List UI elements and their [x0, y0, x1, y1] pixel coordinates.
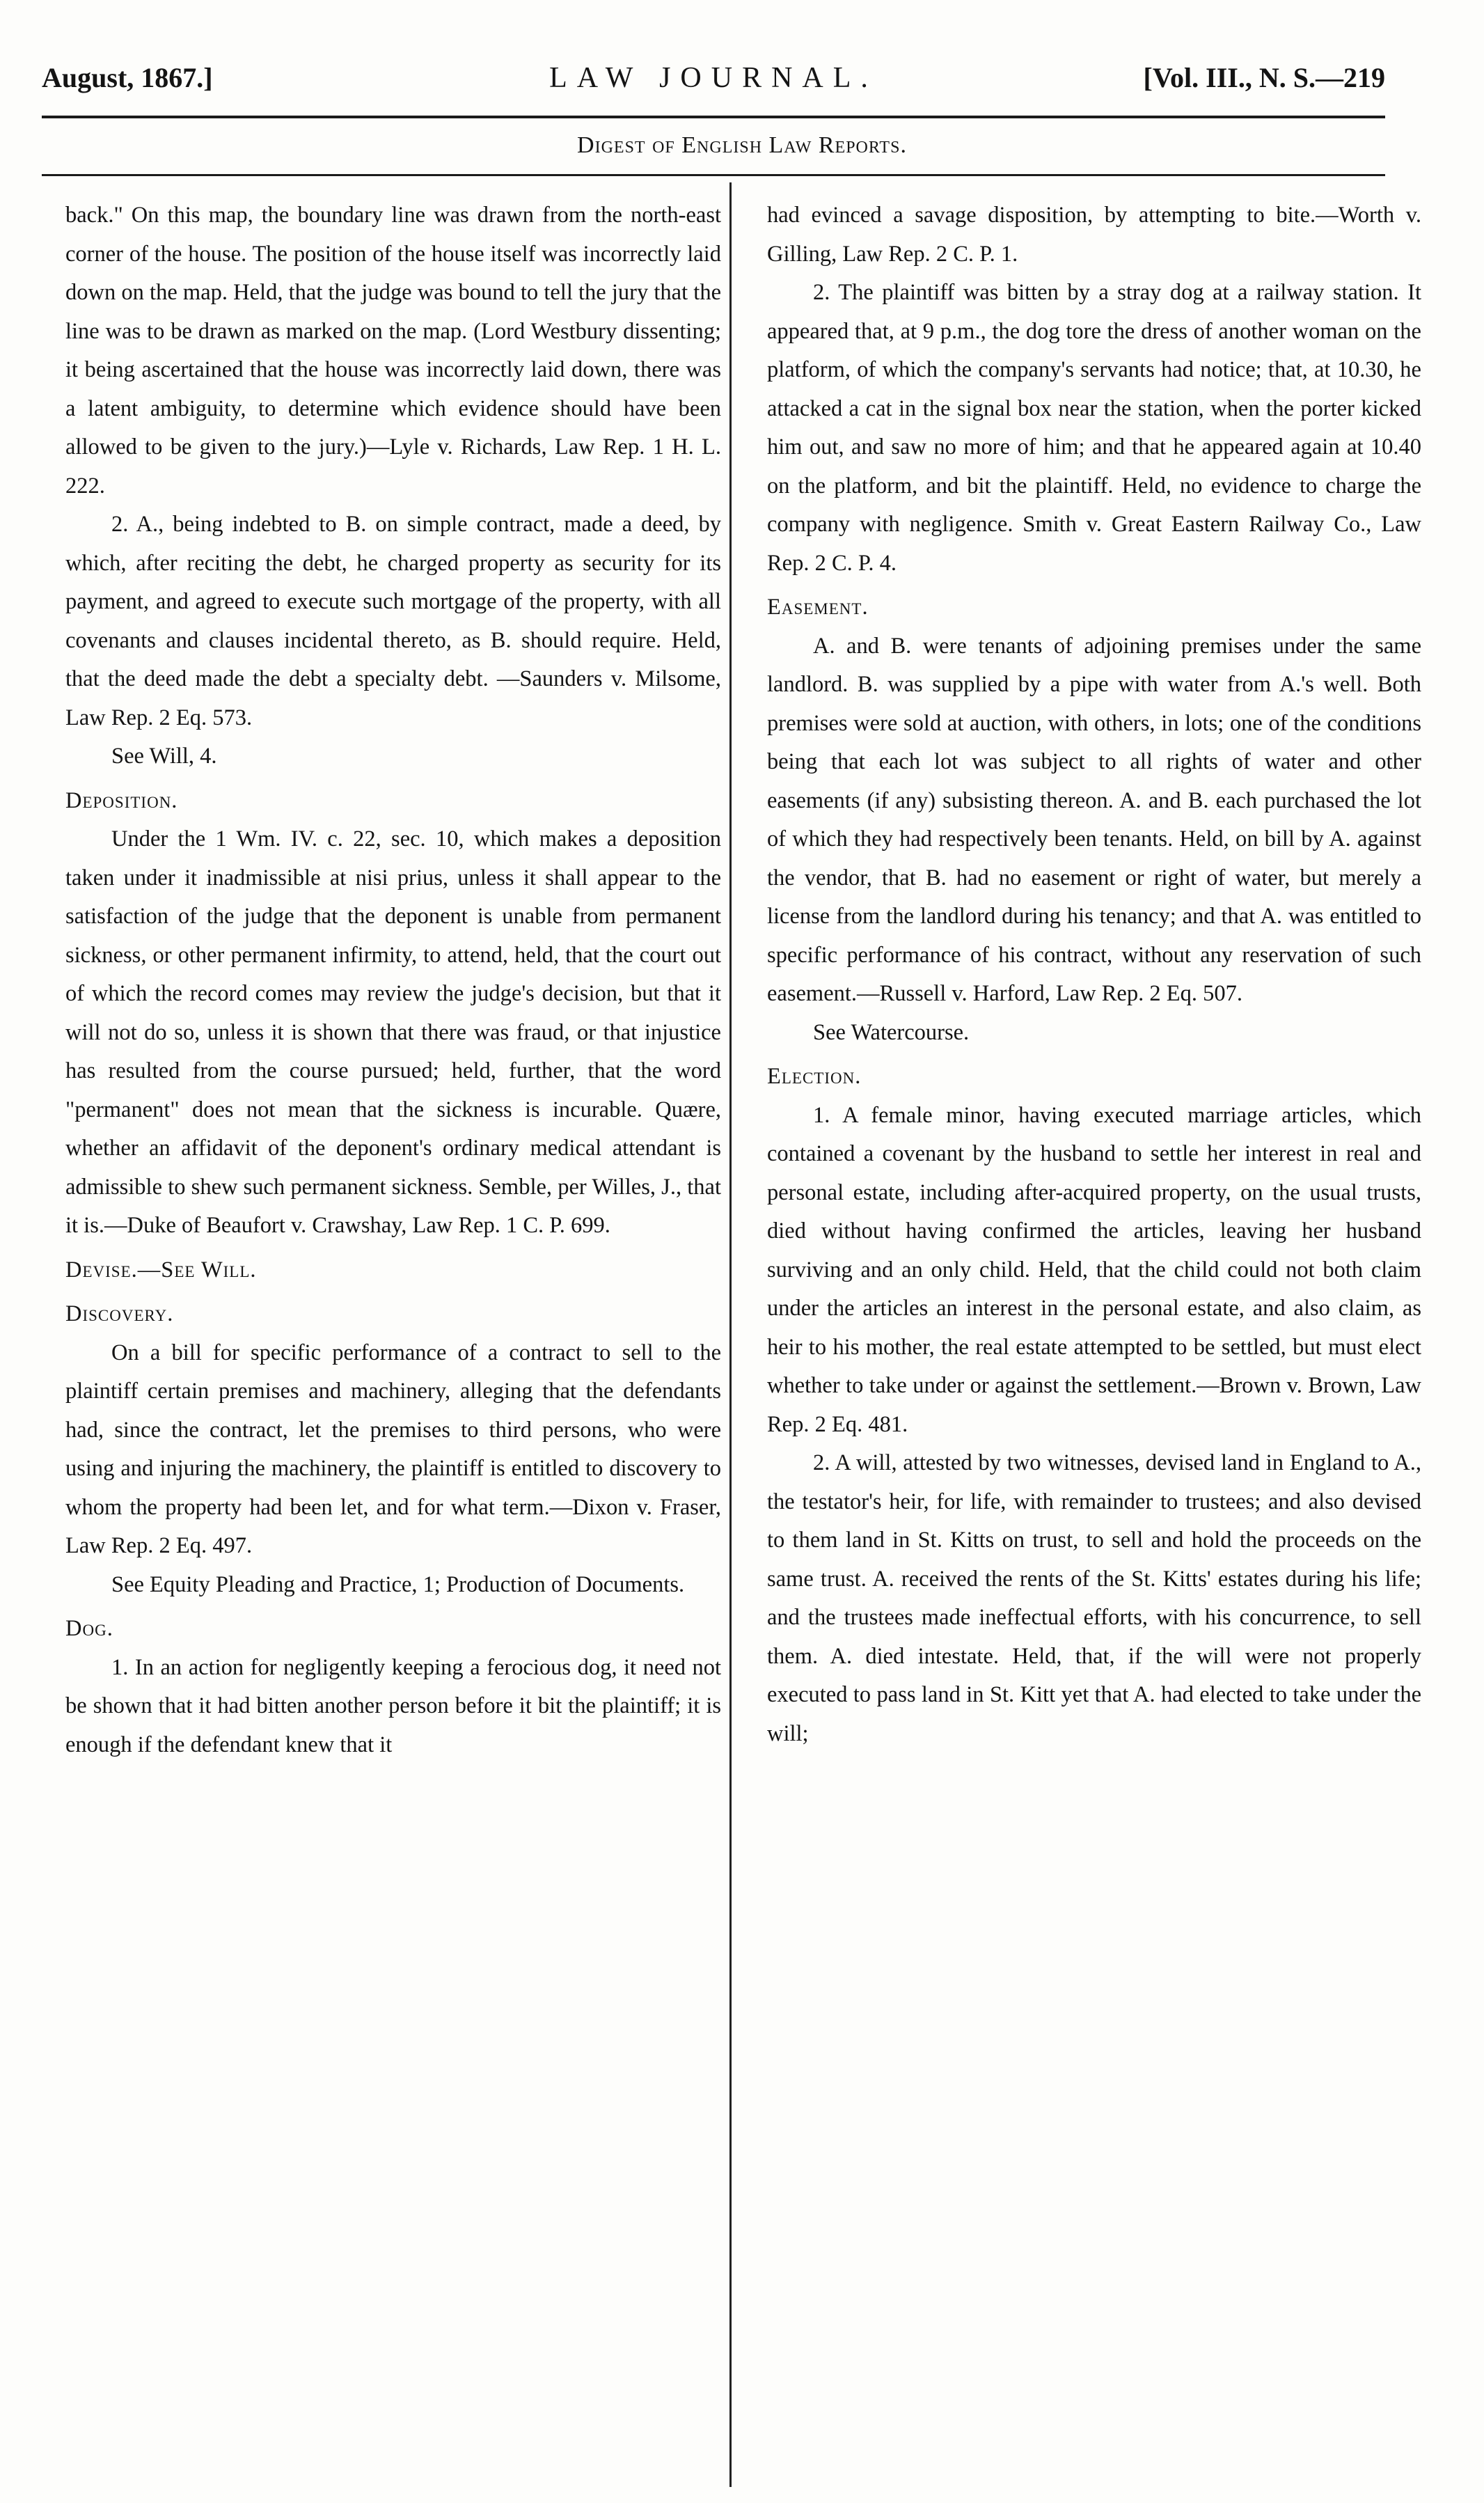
cross-reference-watercourse: See Watercourse.	[813, 1019, 970, 1045]
paragraph-dog-1: 1. In an action for negligently keeping a ferocious dog, it need not be shown that it had bitten another person before it bit the plaintiff; it is enough if the defendant knew that it	[65, 1654, 721, 1757]
paragraph-specialty-debt: 2. A., being indebted to B. on simple contract, made a deed, by which, after reciting the debt, he charged property as security for its payment, and agreed to execute such mortgage of the property, with all covenants and clauses incidental thereto, as B. should require. Held, that the deed made the debt a specialty debt. —Saunders v. Milsome, Law Rep. 2 Eq. 573.	[65, 512, 721, 730]
paragraph-dog-2: 2. The plaintiff was bitten by a stray dog at a railway station. It appeared that, at 9 p.m., the dog tore the dress of another woman on the platform, of which the company's servants had notice; that, at 10.30, he attacked a cat in the signal box near the station, when the porter kicked him out, and saw no more of him; and that he appeared again at 10.40 on the platform, and bit the plaintiff. Held, no evidence to charge the company with negligence. Smith v. Great Eastern Railway Co., Law Rep. 2 C. P. 4.	[767, 280, 1421, 576]
paragraph-election-2: 2. A will, attested by two witnesses, devised land in England to A., the testator's heir, for life, with remainder to trustees; and also devised to them land in St. Kitts on trust, to sell and hold the proceeds on the same trust. A. received the rents of the St. Kitts' estates during his life; and the trustees made ineffectual efforts, with his concurrence, to sell them. A. died intestate. Held, that, if the will were not properly executed to pass land in St. Kitt yet that A. had elected to take under the will;	[767, 1450, 1421, 1746]
heading-election: Election.	[767, 1064, 862, 1089]
running-header	[42, 61, 1385, 110]
heading-easement: Easement.	[767, 595, 869, 620]
section-title: Digest of English Law Reports.	[577, 132, 907, 158]
header-rule-bottom	[42, 174, 1385, 176]
paragraph-deposition: Under the 1 Wm. IV. c. 22, sec. 10, which makes a deposition taken under it inadmissible at nisi prius, unless it shall appear to the satisfaction of the judge that the deponent is unable from permanent sickness, or other permanent infirmity, to attend, held, that the court out of which the record comes may review the judge's decision, but that it will not do so, unless it is shown that there was fraud, or that injustice has resulted from the course pursued; held, further, that the word "permanent" does not mean that the sickness is incurable. Quære, whether an affidavit of the deponent's ordinary medical attendant is admissible to shew such permanent sickness. Semble, per Willes, J., that it is.—Duke of Beaufort v. Crawshay, Law Rep. 1 C. P. 699.	[65, 826, 721, 1238]
journal-title: LAW JOURNAL.	[549, 62, 878, 94]
heading-deposition: Deposition.	[65, 787, 178, 813]
cross-reference-will: See Will, 4.	[111, 744, 217, 769]
heading-devise: Devise.—See Will.	[65, 1257, 257, 1282]
header-volume: [Vol. III., N. S.—219	[1143, 62, 1385, 93]
paragraph-election-1: 1. A female minor, having executed marriage articles, which contained a covenant by the husband to settle her interest in real and personal estate, including after-acquired property, on the usual trusts, died without having confirmed the articles, leaving her husband surviving and an only child. Held, that the child could not both claim under the articles an interest in the personal estate, and also claim, as heir to his mother, the real estate attempted to be settled, but must elect whether to take under or against the settlement.—Brown v. Brown, Law Rep. 2 Eq. 481.	[767, 1102, 1421, 1437]
header-date: August, 1867.]	[42, 62, 213, 93]
header-rule-top	[42, 116, 1385, 118]
paragraph-continuation: back." On this map, the boundary line was drawn from the north-east corner of the house. The position of the house itself was incorrectly laid down on the map. Held, that the judge was bound to tell the jury that the line was to be drawn as marked on the map. (Lord Westbury dissenting; it being ascertained that the house was incorrectly laid down, there was a latent ambiguity, to determine which evidence should have been allowed to be given to the jury.)—Lyle v. Richards, Law Rep. 1 H. L. 222.	[65, 203, 721, 499]
cross-reference-equity: See Equity Pleading and Practice, 1; Production of Documents.	[111, 1571, 685, 1597]
heading-discovery: Discovery.	[65, 1301, 174, 1326]
paragraph-discovery: On a bill for specific performance of a contract to sell to the plaintiff certain premises and machinery, alleging that the defendants had, since the contract, let the premises to third persons, who were using and injuring the machinery, the plaintiff is entitled to discovery to whom the property had been let, and for what term.—Dixon v. Fraser, Law Rep. 2 Eq. 497.	[65, 1340, 721, 1558]
paragraph-easement: A. and B. were tenants of adjoining premises under the same landlord. B. was supplied by a pipe with water from A.'s well. Both premises were sold at auction, with others, in lots; one of the conditions being that each lot was subject to all rights of water and other easements (if any) subsisting thereon. A. and B. each purchased the lot of which they had respectively been tenants. Held, on bill by A. against the vendor, that B. had no easement or right of water, but merely a license from the landlord during his tenancy; and that A. was entitled to specific performance of his contract, without any reservation of such easement.—Russell v. Harford, Law Rep. 2 Eq. 507.	[767, 633, 1421, 1006]
heading-dog: Dog.	[65, 1616, 113, 1641]
column-divider	[729, 182, 732, 2487]
left-column	[65, 196, 721, 1764]
paragraph-dog-1-continued: had evinced a savage disposition, by attempting to bite.—Worth v. Gilling, Law Rep. 2 C. P. 1.	[767, 203, 1421, 267]
right-column	[767, 196, 1421, 1753]
